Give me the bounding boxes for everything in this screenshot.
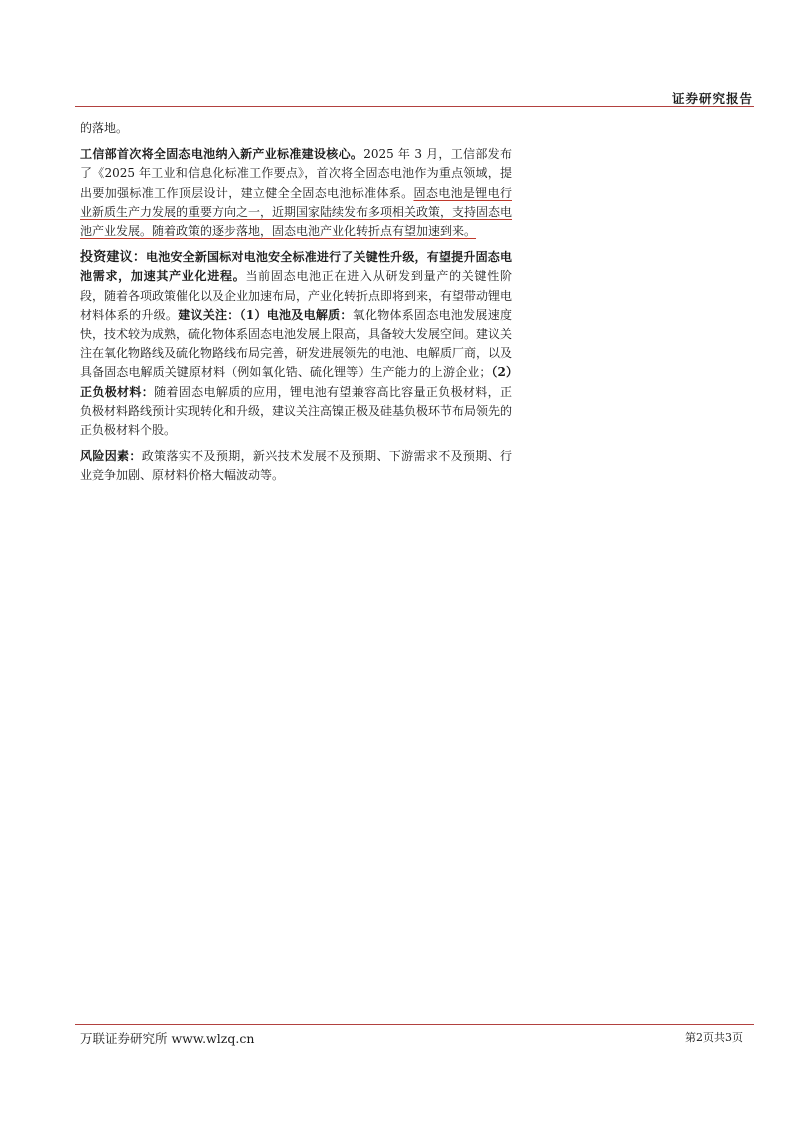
continuation-text: 的落地。 [80, 121, 129, 135]
item2-text: 随着固态电解质的应用，锂电池有望兼容高比容量正负极材料，正负极材料路线预计实现转化和升级，建议关注高镍正极及硅基负极环节布局领先的正负极材料个股。 [80, 384, 513, 438]
standards-underlined: 固态电池是锂电行业新质生产力发展的重要方向之一，近期国家陆续发布多项相关政策，支持固态电池产业发展。随着政策的逐步落地，固态电池产业化转折点有望加速到来。 [80, 185, 513, 239]
investment-label: 投资建议： [80, 250, 147, 266]
standards-text: 2025 年 3 月，工信部发布了《2025 年工业和信息化标准工作要点》，首次将全固态电池作为重点领域，提出要加强标准工作顶层设计，建立健全全固态电池标准体系。 [80, 147, 512, 200]
item2-label: （2）正负极材料： [80, 365, 512, 399]
standards-lead: 工信部首次将全固态电池纳入新产业标准建设核心。 [80, 147, 364, 162]
report-type-title: 证券研究报告 [671, 91, 753, 106]
paragraph-standards [80, 145, 512, 241]
report-body [80, 119, 512, 493]
header-divider [75, 106, 754, 107]
investment-lead: 电池安全新国标对电池安全标准进行了关键性升级，有望提升固态电池需求，加速其产业化进程。 [80, 250, 512, 284]
investment-text: 当前固态电池正在进入从研发到量产的关键性阶段，随着各项政策催化以及企业加速布局，产业化转折点即将到来，有望带动锂电材料体系的升级。 [80, 269, 513, 322]
footer-divider [75, 1024, 754, 1025]
paragraph-continuation [80, 119, 512, 138]
item1-label: （1）电池及电解质： [239, 307, 353, 322]
paragraph-risk [80, 447, 512, 485]
risk-text: 政策落实不及预期，新兴技术发展不及预期、下游需求不及预期、行业竞争加剧、原材料价格大幅波动等。 [80, 449, 512, 483]
footer-source: 万联证券研究所 www.wlzq.cn [80, 1031, 255, 1046]
paragraph-investment [80, 248, 512, 440]
risk-label: 风险因素： [80, 449, 142, 464]
page-number: 第2页共3页 [685, 1031, 743, 1044]
item1-text: 氧化物体系固态电池发展速度快，技术较为成熟，硫化物体系固态电池发展上限高，具备较大发展空间。建议关注在氧化物路线及硫化物路线布局完善，研发进展领先的电池、电解质厂商，以及具备固态电解质关键原材料（例如氧化锆、硫化锂等）生产能力的上游企业； [80, 307, 513, 380]
focus-label: 建议关注： [178, 307, 240, 322]
